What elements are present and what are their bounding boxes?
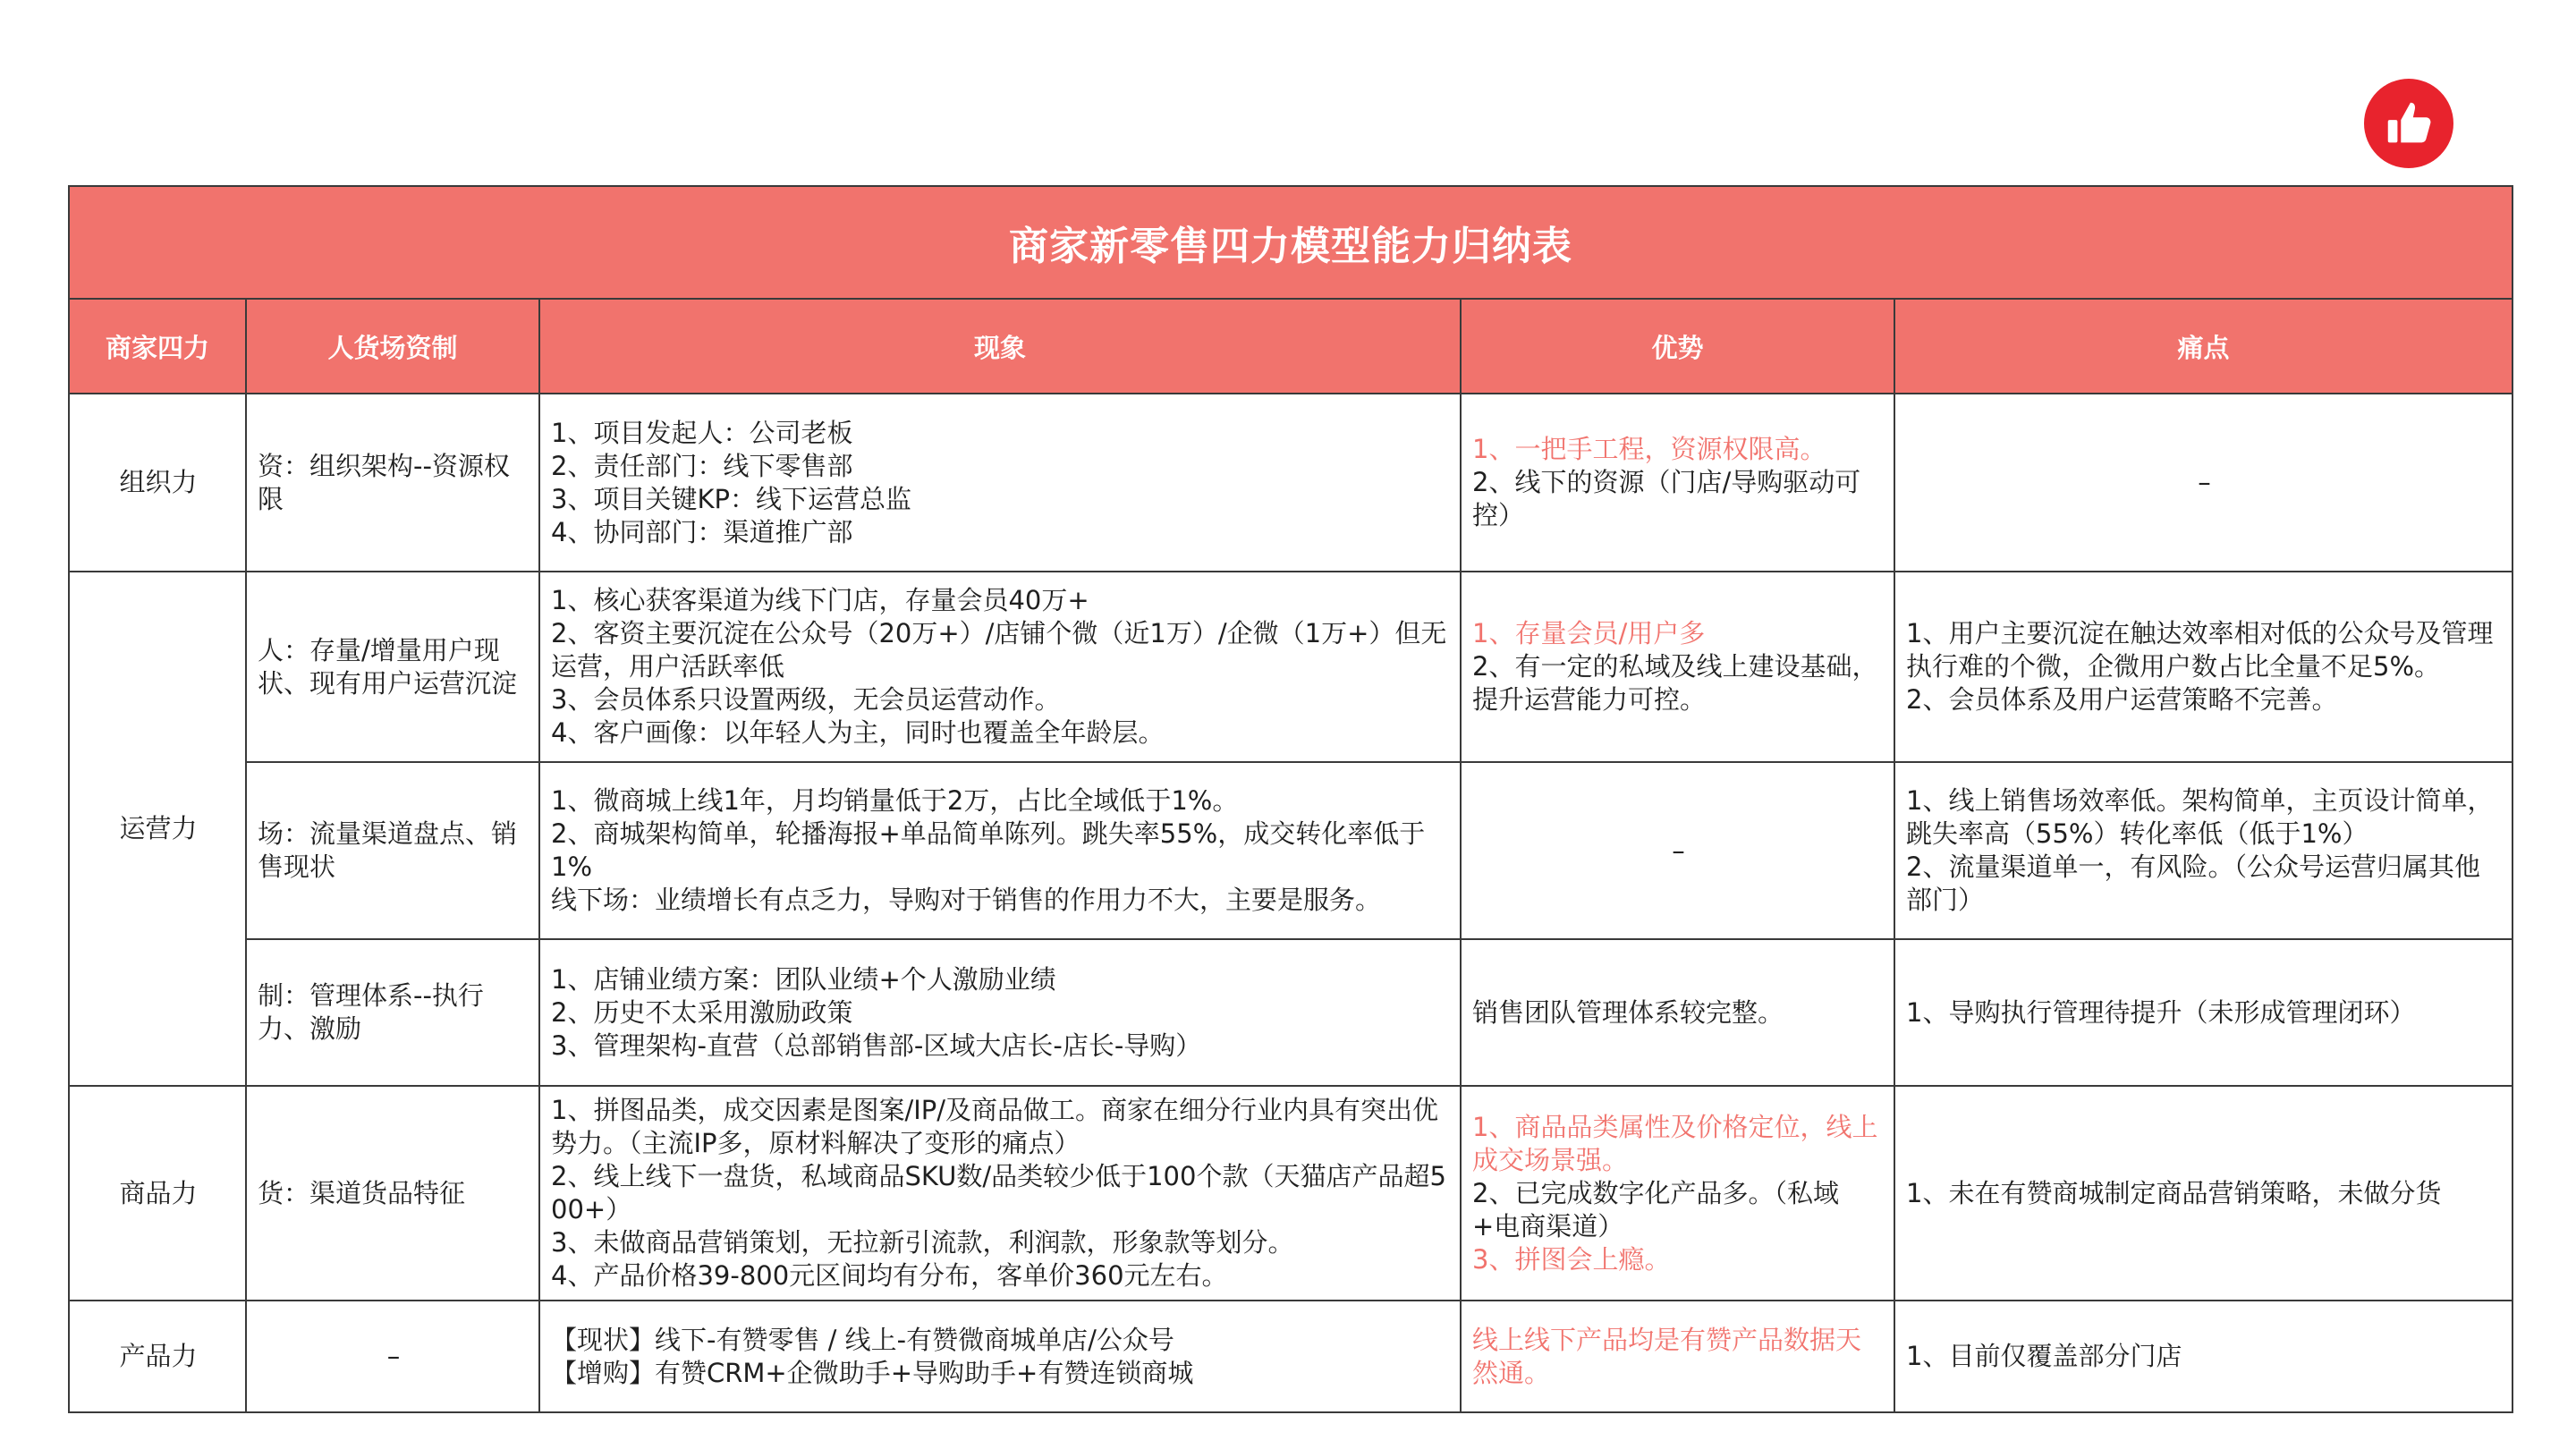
pain-cell <box>1894 1301 2512 1412</box>
factor-cell: 资：组织架构--资源权限 <box>246 394 539 572</box>
cell-line: 【现状】线下-有赞零售 / 线上-有赞微商城单店/公众号 <box>551 1324 1174 1355</box>
cell-line: – <box>2198 467 2211 497</box>
pain-cell <box>1894 762 2512 939</box>
factor-cell: 货：渠道货品特征 <box>246 1086 539 1301</box>
table-row <box>69 394 2512 572</box>
cell-line: 1、线上销售场效率低。架构简单，主页设计简单，跳失率高（55%）转化率低（低于1%） <box>1906 785 2494 849</box>
header-cell: 人货场资制 <box>246 299 539 394</box>
cell-line: 2、客资主要沉淀在公众号（20万+）/店铺个微（近1万）/企微（1万+）但无运营，用户活跃率低 <box>551 618 1447 682</box>
cell-line: 1、未在有赞商城制定商品营销策略，未做分货 <box>1906 1177 2442 1208</box>
advantage-cell <box>1461 1086 1894 1301</box>
factor-cell: 场：流量渠道盘点、销售现状 <box>246 762 539 939</box>
cell-line: 1、店铺业绩方案：团队业绩+个人激励业绩 <box>551 963 1056 995</box>
section-label: 商品力 <box>69 1086 246 1301</box>
phenomena-cell <box>539 1086 1461 1301</box>
phenomena-cell <box>539 572 1461 762</box>
cell-line: 3、未做商品营销策划，无拉新引流款，利润款，形象款等划分。 <box>551 1227 1294 1258</box>
factor-cell: – <box>246 1301 539 1412</box>
phenomena-cell <box>539 1301 1461 1412</box>
cell-line: 1、核心获客渠道为线下门店，存量会员40万+ <box>551 585 1089 615</box>
phenomena-cell <box>539 939 1461 1086</box>
pain-cell <box>1894 1086 2512 1301</box>
pain-cell <box>1894 394 2512 572</box>
cell-line: 2、线下的资源（门店/导购驱动可控） <box>1472 467 1861 530</box>
advantage-cell <box>1461 1301 1894 1412</box>
cell-line: 2、流量渠道单一，有风险。（公众号运营归属其他部门） <box>1906 852 2480 915</box>
pain-cell <box>1894 939 2512 1086</box>
section-label: 组织力 <box>69 394 246 572</box>
pain-cell <box>1894 572 2512 762</box>
cell-line: 1、微商城上线1年，月均销量低于2万，占比全域低于1%。 <box>551 785 1239 816</box>
cell-line: 线下场：业绩增长有点乏力，导购对于销售的作用力不大，主要是服务。 <box>551 885 1382 915</box>
cell-line: 2、有一定的私域及线上建设基础，提升运营能力可控。 <box>1472 651 1878 715</box>
cell-line: 1、一把手工程，资源权限高。 <box>1472 434 1826 464</box>
factor-cell: 制：管理体系--执行力、激励 <box>246 939 539 1086</box>
section-label: 运营力 <box>69 572 246 1086</box>
table-row <box>69 1086 2512 1301</box>
cell-line: 2、历史不太采用激励政策 <box>551 996 853 1028</box>
capability-table <box>68 185 2513 1413</box>
cell-line: 2、责任部门：线下零售部 <box>551 450 853 481</box>
cell-line: 1、目前仅覆盖部分门店 <box>1906 1341 2182 1371</box>
cell-line: 1、商品品类属性及价格定位，线上成交场景强。 <box>1472 1111 1878 1175</box>
cell-line: 【增购】有赞CRM+企微助手+导购助手+有赞连锁商城 <box>551 1357 1194 1388</box>
cell-line: 1、导购执行管理待提升（未形成管理闭环） <box>1906 996 2416 1028</box>
cell-line: 2、商城架构简单，轮播海报+单品简单陈列。跳失率55%，成交转化率低于1% <box>551 818 1426 882</box>
cell-line: 3、拼图会上瘾。 <box>1472 1243 1671 1275</box>
cell-line: 3、管理架构-直营（总部销售部-区域大店长-店长-导购） <box>551 1030 1202 1061</box>
cell-line: – <box>1672 835 1685 866</box>
cell-line: 2、会员体系及用户运营策略不完善。 <box>1906 684 2338 715</box>
section-label: 产品力 <box>69 1301 246 1412</box>
cell-line: 4、客户画像：以年轻人为主，同时也覆盖全年龄层。 <box>551 717 1165 748</box>
table-row <box>69 1301 2512 1412</box>
cell-line: 2、已完成数字化产品多。（私域+电商渠道） <box>1472 1177 1839 1241</box>
cell-line: 3、项目关键KP：线下运营总监 <box>551 483 911 514</box>
cell-line: 1、项目发起人：公司老板 <box>551 417 853 448</box>
header-cell: 现象 <box>539 299 1461 394</box>
table-row <box>69 762 2512 939</box>
table-row <box>69 572 2512 762</box>
cell-line: 销售团队管理体系较完整。 <box>1472 996 1784 1028</box>
phenomena-cell <box>539 762 1461 939</box>
header-cell: 痛点 <box>1894 299 2512 394</box>
phenomena-cell <box>539 394 1461 572</box>
advantage-cell <box>1461 394 1894 572</box>
cell-line: 线上线下产品均是有赞产品数据天然通。 <box>1472 1324 1862 1388</box>
cell-line: 3、会员体系只设置两级，无会员运营动作。 <box>551 684 1061 715</box>
cell-line: 1、用户主要沉淀在触达效率相对低的公众号及管理执行难的个微，企微用户数占比全量不足5%。 <box>1906 618 2494 682</box>
cell-line: 4、产品价格39-800元区间均有分布，客单价360元左右。 <box>551 1260 1228 1291</box>
brand-logo <box>2364 79 2453 168</box>
cell-line: 1、存量会员/用户多 <box>1472 618 1706 648</box>
factor-cell: 人：存量/增量用户现状、现有用户运营沉淀 <box>246 572 539 762</box>
cell-line: 2、线上线下一盘货，私域商品SKU数/品类较少低于100个款（天猫店产品超500+） <box>551 1161 1446 1224</box>
thumbs-up-icon <box>2381 96 2436 151</box>
header-cell: 商家四力 <box>69 299 246 394</box>
advantage-cell <box>1461 572 1894 762</box>
table-title: 商家新零售四力模型能力归纳表 <box>69 186 2512 299</box>
cell-line: 4、协同部门：渠道推广部 <box>551 516 853 547</box>
header-cell: 优势 <box>1461 299 1894 394</box>
cell-line: 1、拼图品类，成交因素是图案/IP/及商品做工。商家在细分行业内具有突出优势力。（主流IP多，原材料解决了变形的痛点） <box>551 1095 1439 1158</box>
advantage-cell <box>1461 939 1894 1086</box>
table-row <box>69 939 2512 1086</box>
advantage-cell <box>1461 762 1894 939</box>
